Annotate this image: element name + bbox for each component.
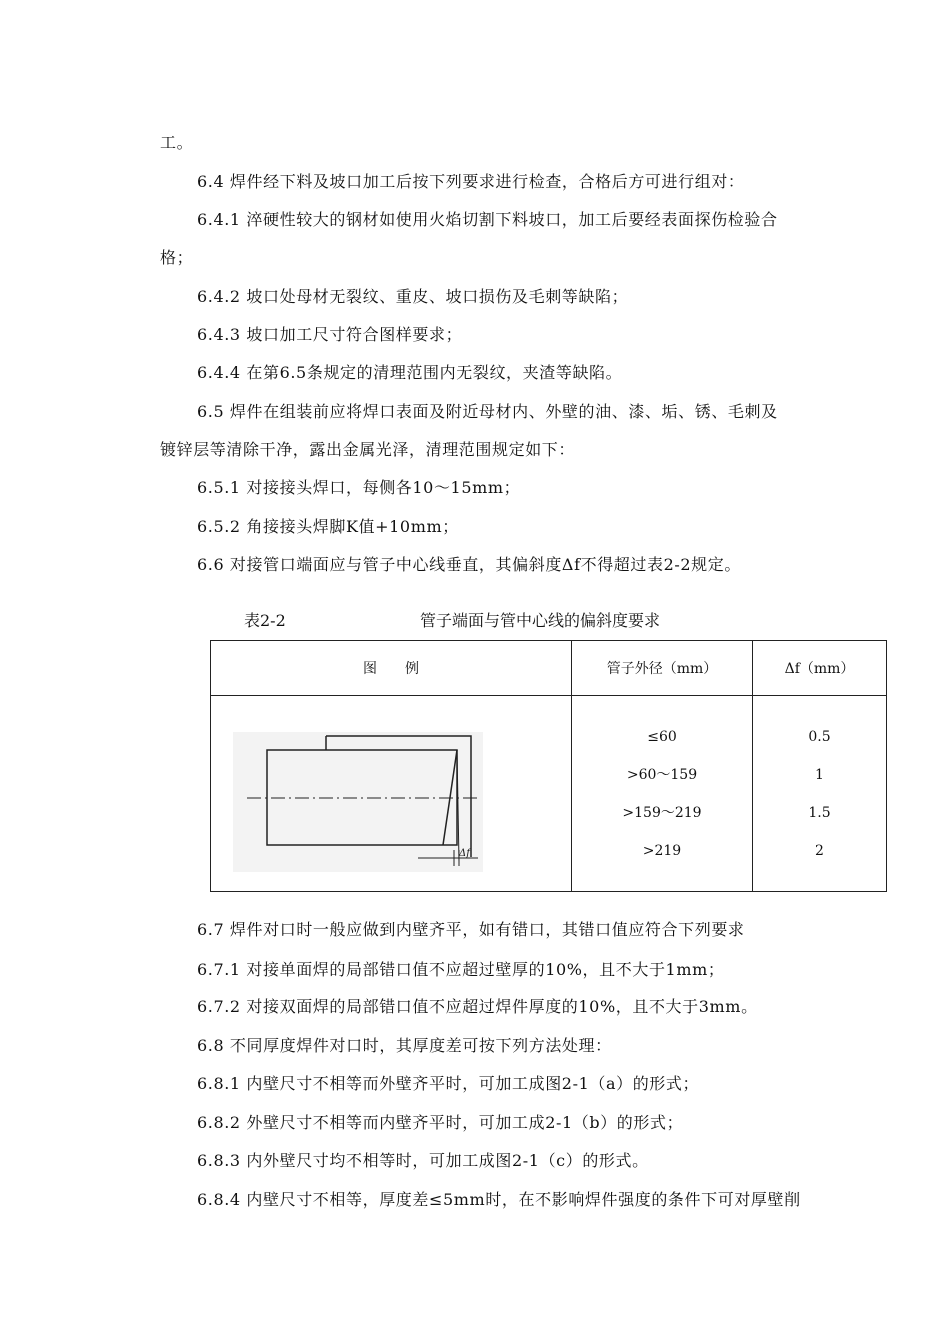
pipe-end-deviation-figure	[233, 732, 483, 872]
diameter-value: >219	[642, 842, 682, 859]
diameter-cell	[572, 696, 753, 892]
paragraph-6-4-2: 6.4.2 坡口处母材无裂纹、重皮、坡口损伤及毛刺等缺陷；	[197, 287, 629, 306]
paragraph-6-8: 6.8 不同厚度焊件对口时，其厚度差可按下列方法处理：	[197, 1036, 612, 1055]
paragraph-line: 镀锌层等清除干净，露出金属光泽，清理范围规定如下：	[160, 440, 576, 459]
deviation-table	[210, 640, 887, 892]
paragraph-6-8-4: 6.8.4 内壁尺寸不相等，厚度差≤5mm时，在不影响焊件强度的条件下可对厚壁削	[197, 1190, 801, 1209]
deviation-value: 0.5	[808, 728, 831, 745]
table-header-row	[211, 641, 887, 696]
deviation-value: 1	[815, 766, 824, 783]
paragraph-6-7-1: 6.7.1 对接单面焊的局部错口值不应超过壁厚的10%，且不大于1mm；	[197, 960, 725, 979]
delta-f-label: Δf	[459, 848, 470, 859]
paragraph-6-8-1: 6.8.1 内壁尺寸不相等而外壁齐平时，可加工成图2-1（a）的形式；	[197, 1074, 700, 1093]
paragraph-6-6: 6.6 对接管口端面应与管子中心线垂直，其偏斜度Δf不得超过表2-2规定。	[197, 555, 741, 574]
paragraph-6-5-1: 6.5.1 对接接头焊口，每侧各10～15mm；	[197, 478, 521, 497]
paragraph-6-4: 6.4 焊件经下料及坡口加工后按下列要求进行检查，合格后方可进行组对：	[197, 172, 745, 191]
diameter-value: >159～219	[622, 804, 702, 821]
paragraph-6-4-3: 6.4.3 坡口加工尺寸符合图样要求；	[197, 325, 463, 344]
header-legend: 图例	[211, 641, 572, 696]
diameter-value: ≤60	[647, 728, 677, 745]
paragraph-6-4-1: 6.4.1 淬硬性较大的钢材如使用火焰切割下料坡口，加工后要经表面探伤检验合	[197, 210, 778, 229]
paragraph-6-5: 6.5 焊件在组装前应将焊口表面及附近母材内、外壁的油、漆、垢、锈、毛刺及	[197, 402, 778, 421]
header-deviation: Δf（mm）	[753, 641, 887, 696]
legend-figure-cell	[211, 696, 572, 892]
paragraph-6-8-3: 6.8.3 内外壁尺寸均不相等时，可加工成图2-1（c）的形式。	[197, 1151, 649, 1170]
deviation-value: 2	[815, 842, 824, 859]
paragraph-line: 格；	[160, 248, 194, 267]
paragraph-6-5-2: 6.5.2 角接接头焊脚K值+10mm；	[197, 517, 459, 536]
table-title: 管子端面与管中心线的偏斜度要求	[420, 611, 661, 630]
paragraph-6-4-4: 6.4.4 在第6.5条规定的清理范围内无裂纹，夹渣等缺陷。	[197, 363, 623, 382]
paragraph-6-7: 6.7 焊件对口时一般应做到内壁齐平，如有错口，其错口值应符合下列要求	[197, 920, 745, 939]
deviation-cell	[753, 696, 887, 892]
paragraph-line: 工。	[160, 133, 194, 152]
paragraph-6-8-2: 6.8.2 外壁尺寸不相等而内壁齐平时，可加工成2-1（b）的形式；	[197, 1113, 684, 1132]
paragraph-6-7-2: 6.7.2 对接双面焊的局部错口值不应超过焊件厚度的10%，且不大于3mm。	[197, 997, 758, 1016]
table-number: 表2-2	[244, 611, 286, 630]
deviation-value: 1.5	[808, 804, 831, 821]
diameter-value: >60～159	[626, 766, 698, 783]
header-outer-diameter: 管子外径（mm）	[572, 641, 753, 696]
table-row	[211, 696, 887, 892]
